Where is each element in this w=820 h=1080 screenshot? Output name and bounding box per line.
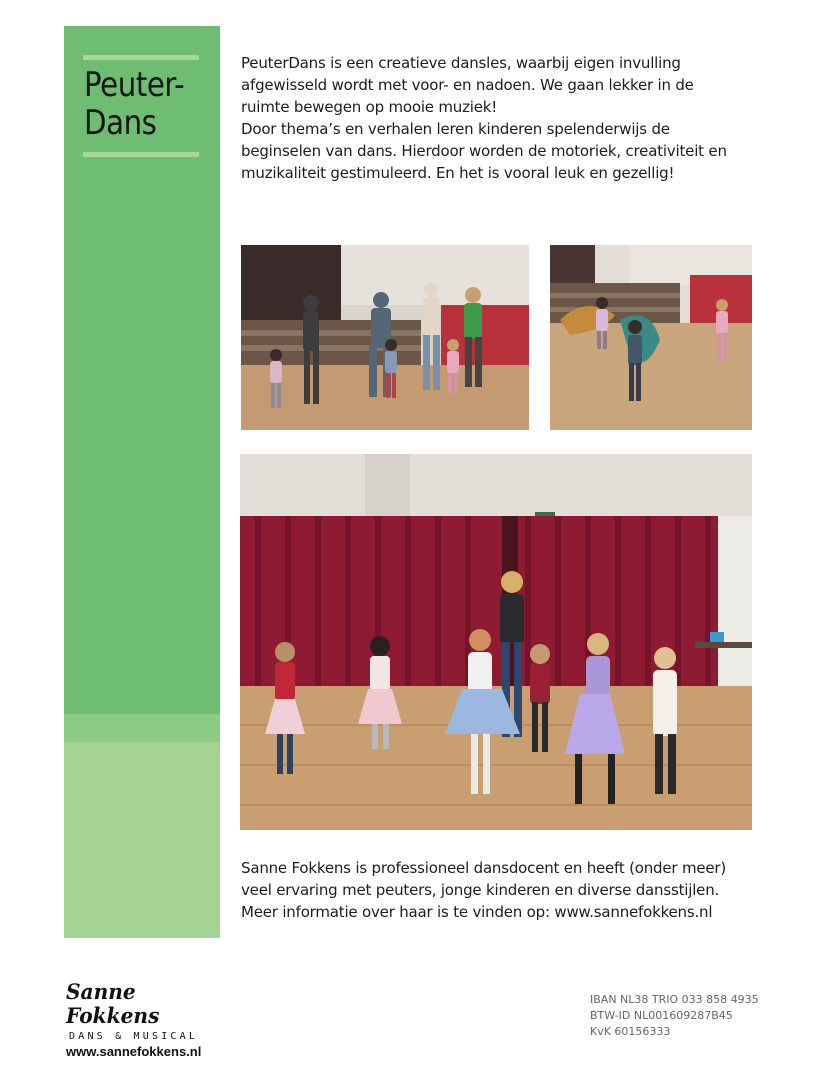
photo-hall-dance <box>240 454 752 830</box>
bio-line: Meer informatie over haar is te vinden op: www.sannefokkens.nl <box>241 903 713 921</box>
logo-name: Sanne Fokkens <box>66 979 160 1028</box>
bio-line: Sanne Fokkens is professioneel dansdocent en heeft (onder meer) <box>241 859 727 877</box>
title-rule-top <box>83 55 199 60</box>
photo-scarf-dance <box>550 245 752 430</box>
btw-id: BTW-ID NL001609287B45 <box>590 1009 733 1022</box>
page-title-line2: Dans <box>84 103 157 143</box>
company-details <box>590 992 759 1040</box>
intro-line: afgewisseld wordt met voor- en nadoen. We gaan lekker in de <box>241 76 694 94</box>
intro-text <box>241 52 781 184</box>
bio-line: veel ervaring met peuters, jonge kinderen en diverse dansstijlen. <box>241 881 720 899</box>
title-rule-bottom <box>83 152 199 157</box>
iban-number: IBAN NL38 TRIO 033 858 4935 <box>590 993 759 1006</box>
intro-line: PeuterDans is een creatieve dansles, waarbij eigen invulling <box>241 54 681 72</box>
intro-line: beginselen van dans. Hierdoor worden de motoriek, creativiteit en <box>241 142 727 160</box>
bio-text <box>241 857 781 923</box>
photo-group-dance <box>241 245 529 430</box>
logo-website: www.sannefokkens.nl <box>66 1044 202 1059</box>
intro-line: muzikaliteit gestimuleerd. En het is vooral leuk en gezellig! <box>241 164 675 182</box>
sidebar-light-panel <box>64 742 220 938</box>
kvk-number: KvK 60156333 <box>590 1025 671 1038</box>
sidebar-mid-band <box>64 714 220 742</box>
intro-line: Door thema’s en verhalen leren kinderen spelenderwijs de <box>241 120 670 138</box>
intro-line: ruimte bewegen op mooie muziek! <box>241 98 498 116</box>
company-logo <box>66 980 226 1059</box>
page-title-line1: Peuter- <box>84 65 185 105</box>
page-title <box>84 66 196 142</box>
logo-subtitle: DANS & MUSICAL <box>69 1031 199 1042</box>
